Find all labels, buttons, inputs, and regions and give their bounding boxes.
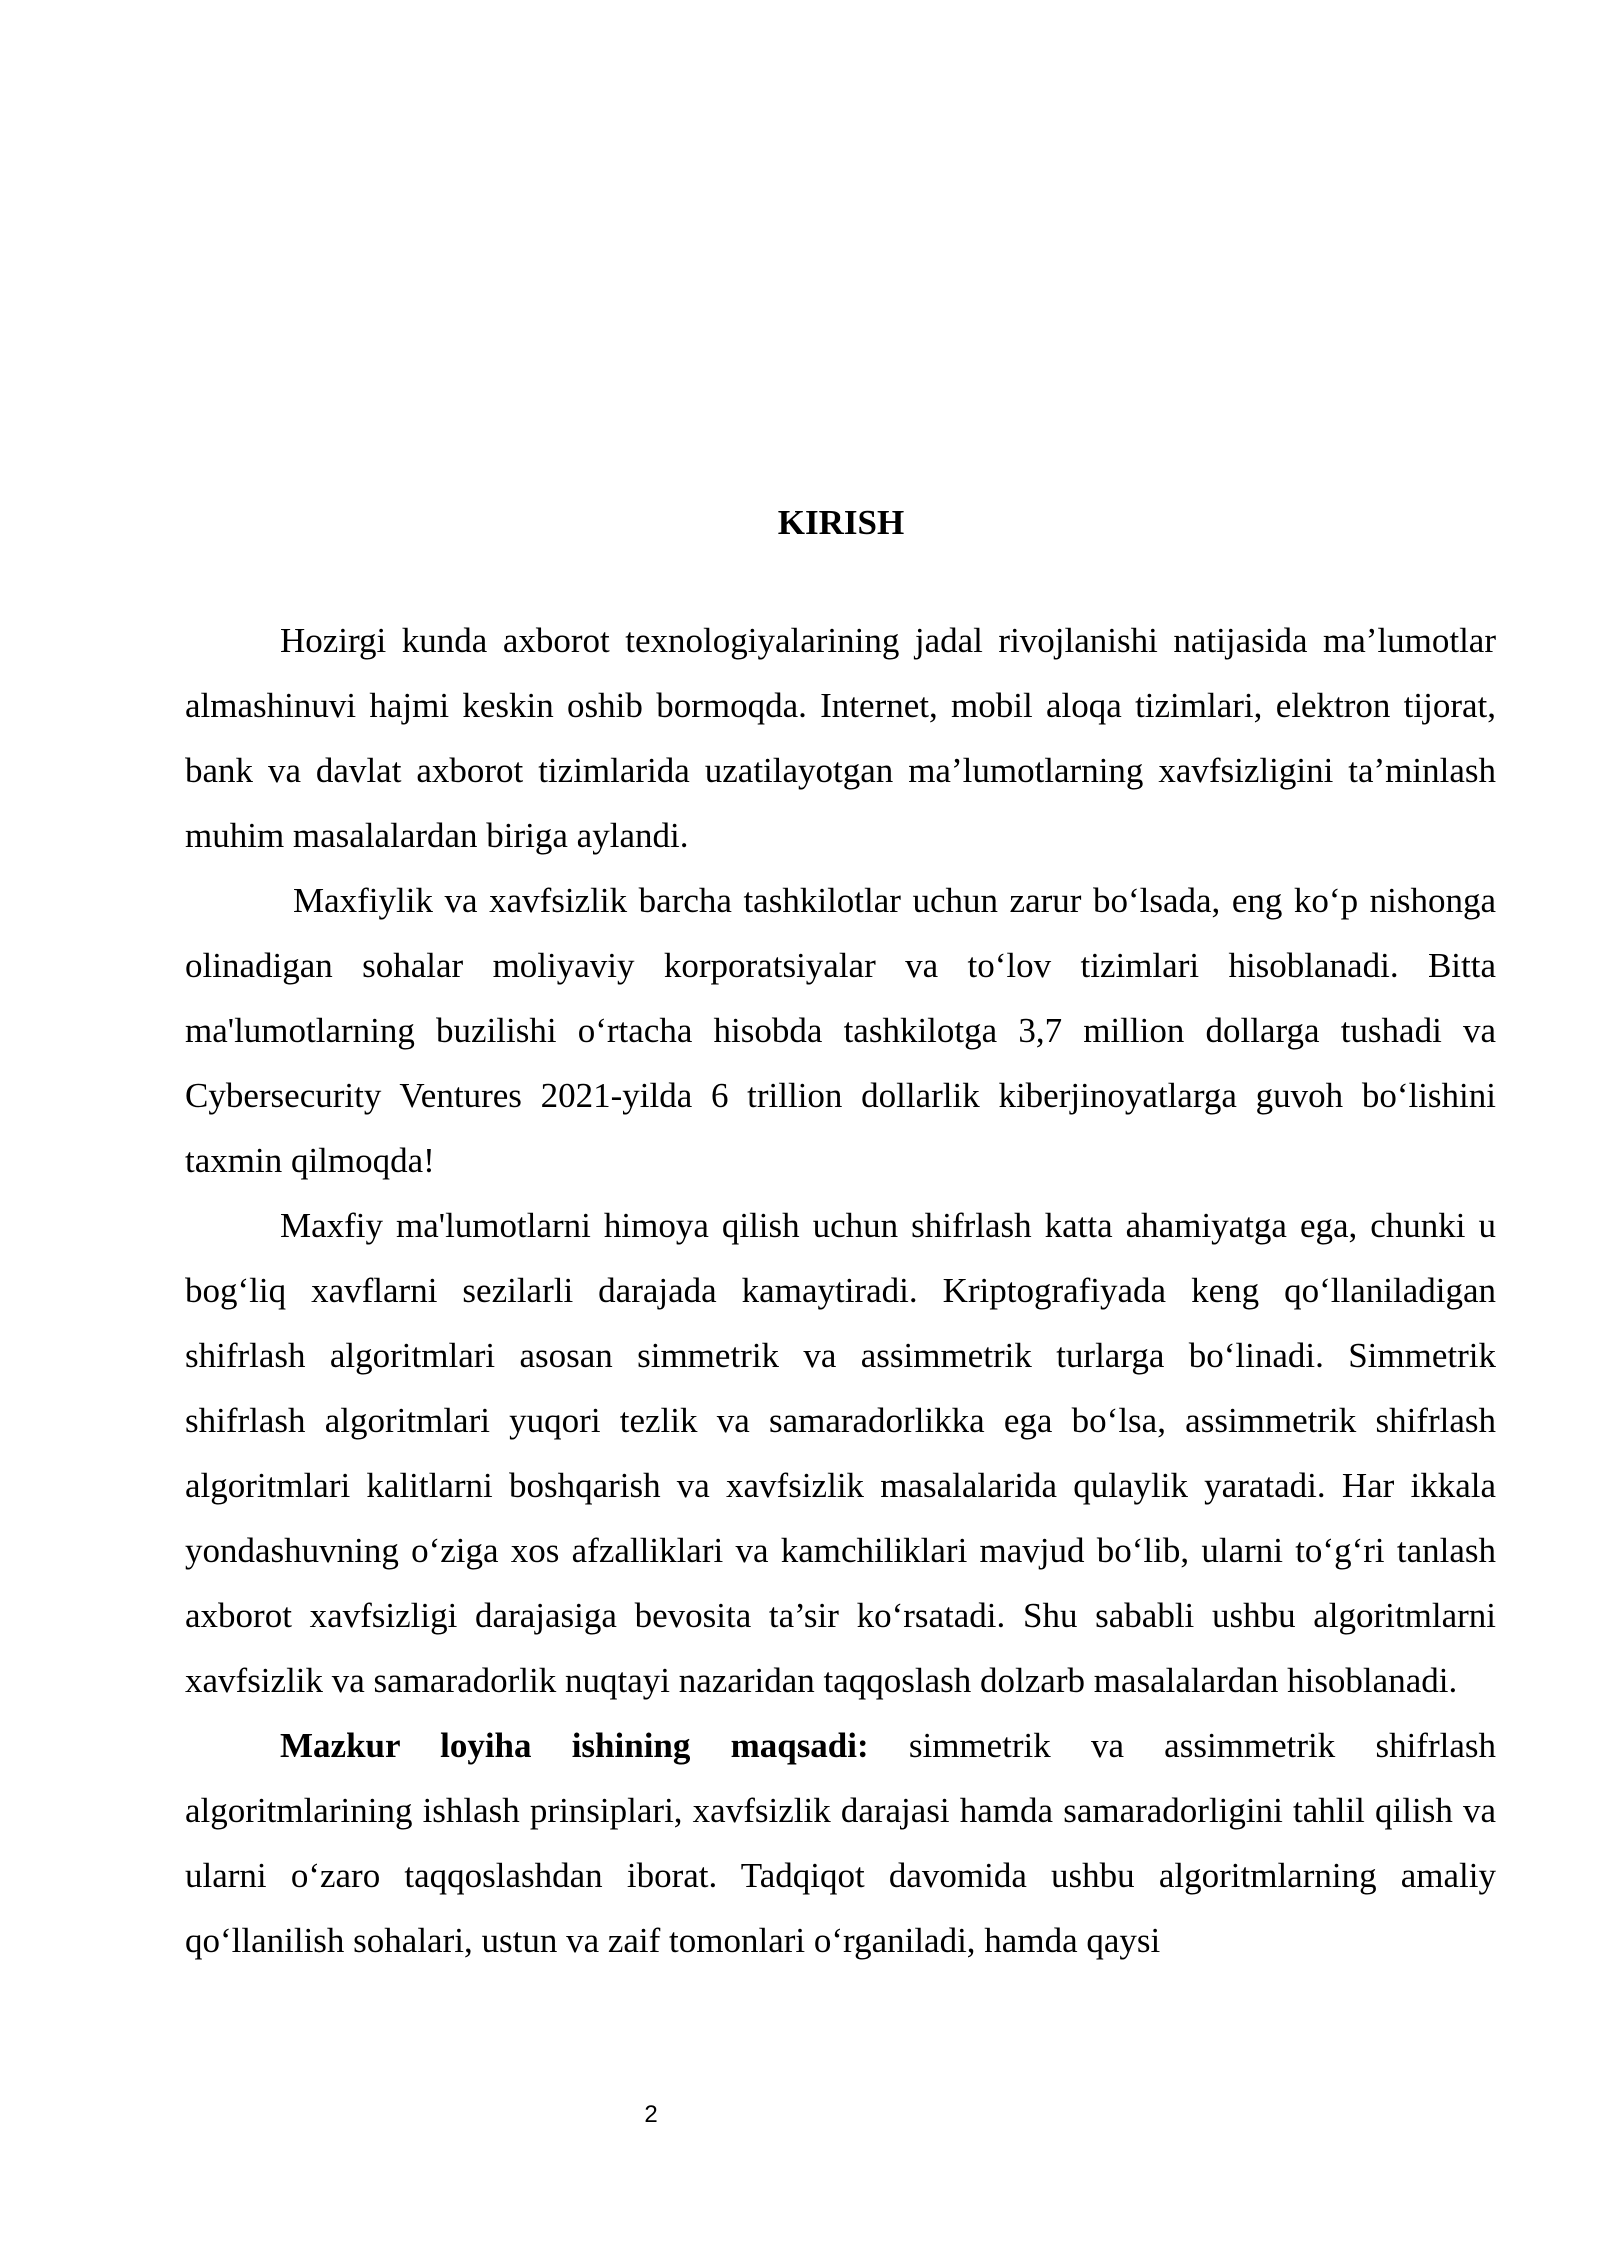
goal-text: simmetrik va assimmetrik shifrlash algoritmlarining ishlash prinsiplari, xavfsizlik darajasi hamda samaradorligini tahlil qilish va ularni o‘zaro taqqoslashdan iborat. Tadqiqot davomida ushbu algoritmlarning amaliy qo‘llanilish sohalari, ustun va zaif tomonlari o‘rganiladi, hamda qaysi	[185, 1726, 1496, 1960]
page-number: 2	[644, 2101, 658, 2128]
paragraph-privacy: Maxfiylik va xavfsizlik barcha tashkilotlar uchun zarur bo‘lsada, eng ko‘p nishonga olinadigan sohalar moliyaviy korporatsiyalar va to‘lov tizimlari hisoblanadi. Bitta ma'lumotlarning buzilishi o‘rtacha hisobda tashkilotga 3,7 million dollarga tushadi va Cybersecurity Ventures 2021-yilda 6 trillion dollarlik kiberjinoyatlarga guvoh bo‘lishini taxmin qilmoqda!	[185, 881, 1496, 1180]
paragraph-goal	[185, 1713, 1496, 1973]
section-heading: KIRISH	[777, 503, 905, 542]
goal-label: Mazkur loyiha ishining maqsadi:	[280, 1726, 869, 1765]
paragraph-intro: Hozirgi kunda axborot texnologiyalarining jadal rivojlanishi natijasida ma’lumotlar almashinuvi hajmi keskin oshib bormoqda. Internet, mobil aloqa tizimlari, elektron tijorat, bank va davlat axborot tizimlarida uzatilayotgan ma’lumotlarning xavfsizligini ta’minlash muhim masalalardan biriga aylandi.	[185, 621, 1496, 855]
body-text	[185, 608, 1496, 1973]
paragraph-encryption: Maxfiy ma'lumotlarni himoya qilish uchun shifrlash katta ahamiyatga ega, chunki u bog‘liq xavflarni sezilarli darajada kamaytiradi. Kriptografiyada keng qo‘llaniladigan shifrlash algoritmlari asosan simmetrik va assimmetrik turlarga bo‘linadi. Simmetrik shifrlash algoritmlari yuqori tezlik va samaradorlikka ega bo‘lsa, assimmetrik shifrlash algoritmlari kalitlarni boshqarish va xavfsizlik masalalarida qulaylik yaratadi. Har ikkala yondashuvning o‘ziga xos afzalliklari va kamchiliklari mavjud bo‘lib, ularni to‘g‘ri tanlash axborot xavfsizligi darajasiga bevosita ta’sir ko‘rsatadi. Shu sababli ushbu algoritmlarni xavfsizlik va samaradorlik nuqtayi nazaridan taqqoslash dolzarb masalalardan hisoblanadi.	[185, 1206, 1496, 1700]
